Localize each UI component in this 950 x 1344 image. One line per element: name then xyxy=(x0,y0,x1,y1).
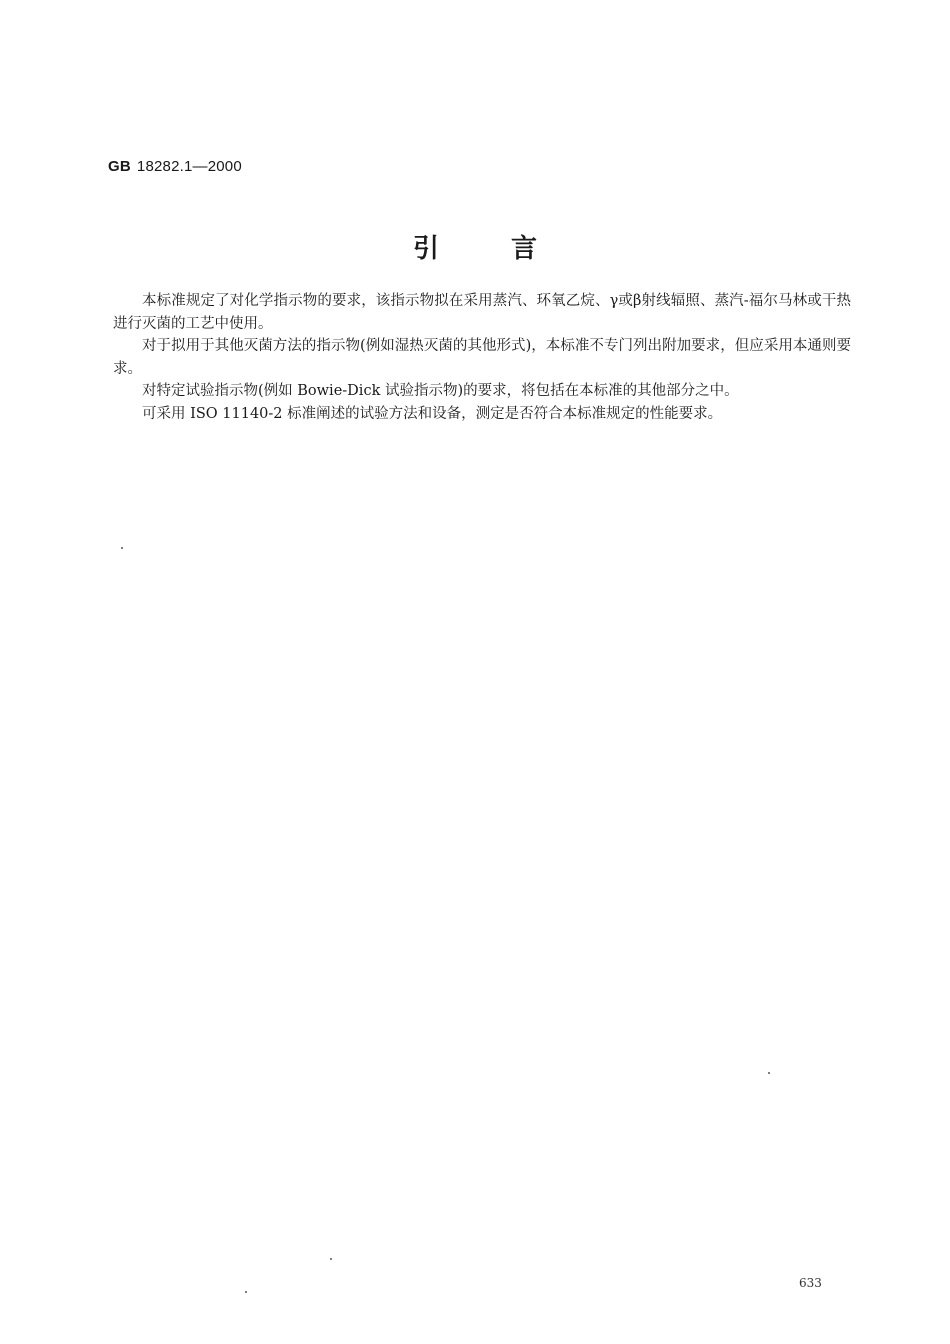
standard-code xyxy=(108,158,242,175)
paragraph-specific-indicators: 对特定试验指示物(例如 Bowie-Dick 试验指示物)的要求，将包括在本标准的其他部分之中。 xyxy=(142,383,739,400)
page-title: 引言 xyxy=(412,234,609,264)
scan-speck xyxy=(330,1258,332,1260)
paragraph-test-methods: 可采用 ISO 11140-2 标准阐述的试验方法和设备，测定是否符合本标准规定的性能要求。 xyxy=(142,405,723,422)
standard-number: 18282.1—2000 xyxy=(136,158,242,175)
scan-speck xyxy=(121,547,123,549)
scan-speck xyxy=(245,1291,247,1293)
paragraph-scope: 本标准规定了对化学指示物的要求，该指示物拟在采用蒸汽、环氧乙烷、γ或β射线辐照、蒸汽-福尔马林或干热进行灭菌的工艺中使用。 xyxy=(113,293,851,332)
scan-speck xyxy=(768,1072,770,1074)
standard-prefix: GB xyxy=(108,158,131,175)
body-text xyxy=(113,290,851,426)
page-number: 633 xyxy=(799,1276,822,1290)
paragraph-other-methods: 对于拟用于其他灭菌方法的指示物(例如湿热灭菌的其他形式)，本标准不专门列出附加要求，但应采用本通则要求。 xyxy=(113,338,851,377)
